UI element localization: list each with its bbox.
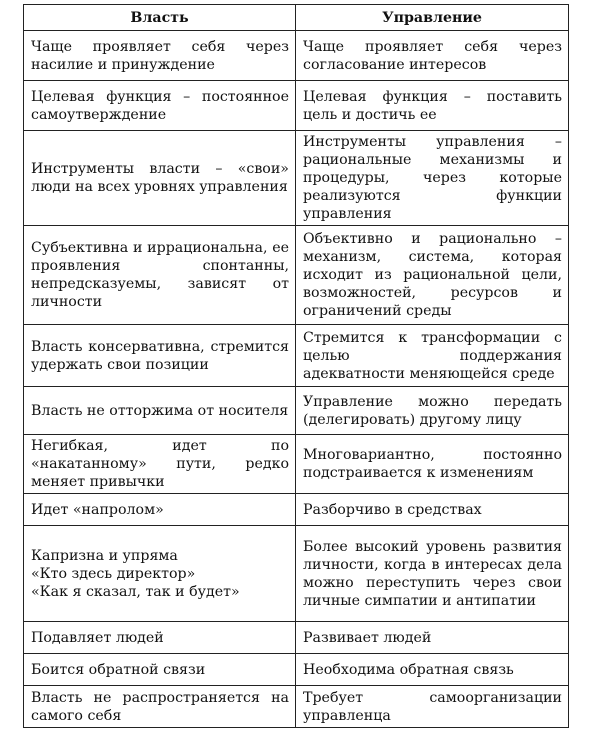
cell-text: Более высокий уровень развития личности, когда в интересах дела можно переступить через свои личные симпатии и антипатии <box>303 538 562 609</box>
cell-text: Инструменты власти – «свои» люди на всех уровнях управления <box>31 161 289 195</box>
management-cell <box>296 494 569 526</box>
management-cell <box>296 526 569 622</box>
table-row <box>24 31 569 81</box>
management-cell <box>296 81 569 131</box>
table-row <box>24 435 569 494</box>
cell-text: Власть не распространяется на самого себя <box>31 689 289 724</box>
power-cell <box>24 81 296 131</box>
cell-text: Разборчиво в средствах <box>303 501 482 518</box>
table-row <box>24 686 569 728</box>
cell-text: Целевая функция – постоянное самоутверждение <box>31 88 289 123</box>
power-cell <box>24 131 296 226</box>
management-cell <box>296 387 569 435</box>
cell-text: Необходима обратная связь <box>303 661 514 678</box>
management-cell <box>296 622 569 654</box>
table-row <box>24 81 569 131</box>
header-power: Власть <box>24 5 296 31</box>
cell-text: Управление можно передать (делегировать) другому лицу <box>303 393 562 428</box>
table-row <box>24 654 569 686</box>
power-cell <box>24 31 296 81</box>
cell-text: Развивает людей <box>303 629 432 646</box>
management-cell <box>296 654 569 686</box>
cell-text: Власть консервативна, стремится удержать свои позиции <box>31 338 289 373</box>
table-body <box>24 31 569 728</box>
cell-text: Негибкая, идет по «накатанному» пути, редко меняет привычки <box>31 438 289 490</box>
cell-text: Инструменты управления – рациональные механизмы и процедуры, через которые реализуются функции управления <box>303 134 562 222</box>
power-cell <box>24 494 296 526</box>
cell-text: Субъективна и иррациональна, ее проявления спонтанны, непредсказуемы, зависят от личности <box>31 240 289 310</box>
table-row <box>24 622 569 654</box>
cell-text: Объективно и рационально – механизм, система, которая исходит из рациональной цели, возможностей, ресурсов и ограничений среды <box>303 231 562 319</box>
power-cell <box>24 654 296 686</box>
table-row <box>24 131 569 226</box>
power-cell <box>24 226 296 325</box>
cell-text: Капризна и упряма «Кто здесь директор» «Как я сказал, так и будет» <box>31 547 240 600</box>
management-cell <box>296 686 569 728</box>
management-cell <box>296 131 569 226</box>
power-cell <box>24 526 296 622</box>
table-row <box>24 226 569 325</box>
table-header <box>24 5 569 31</box>
table-row <box>24 526 569 622</box>
management-cell <box>296 31 569 81</box>
cell-text: Боится обратной связи <box>31 661 206 678</box>
cell-text: Целевая функция – поставить цель и достичь ее <box>303 88 562 123</box>
header-management: Управление <box>296 5 569 31</box>
management-cell <box>296 226 569 325</box>
cell-text: Чаще проявляет себя через согласование интересов <box>303 38 562 73</box>
cell-text: Стремится к трансформации с целью поддержания адекватности меняющейся среде <box>303 329 562 382</box>
power-cell <box>24 686 296 728</box>
management-cell <box>296 325 569 387</box>
table-row <box>24 387 569 435</box>
table-row <box>24 494 569 526</box>
cell-text: Подавляет людей <box>31 629 164 646</box>
comparison-table <box>23 4 569 728</box>
cell-text: Власть не отторжима от носителя <box>31 402 289 419</box>
cell-text: Требует самоорганизации управленца <box>303 689 562 724</box>
power-cell <box>24 325 296 387</box>
header-row <box>24 5 569 31</box>
cell-text: Идет «напролом» <box>31 501 164 518</box>
management-cell <box>296 435 569 494</box>
table-row <box>24 325 569 387</box>
cell-text: Многовариантно, постоянно подстраивается к изменениям <box>303 447 562 481</box>
power-cell <box>24 622 296 654</box>
power-cell <box>24 435 296 494</box>
power-cell <box>24 387 296 435</box>
cell-text: Чаще проявляет себя через насилие и принуждение <box>31 38 289 73</box>
